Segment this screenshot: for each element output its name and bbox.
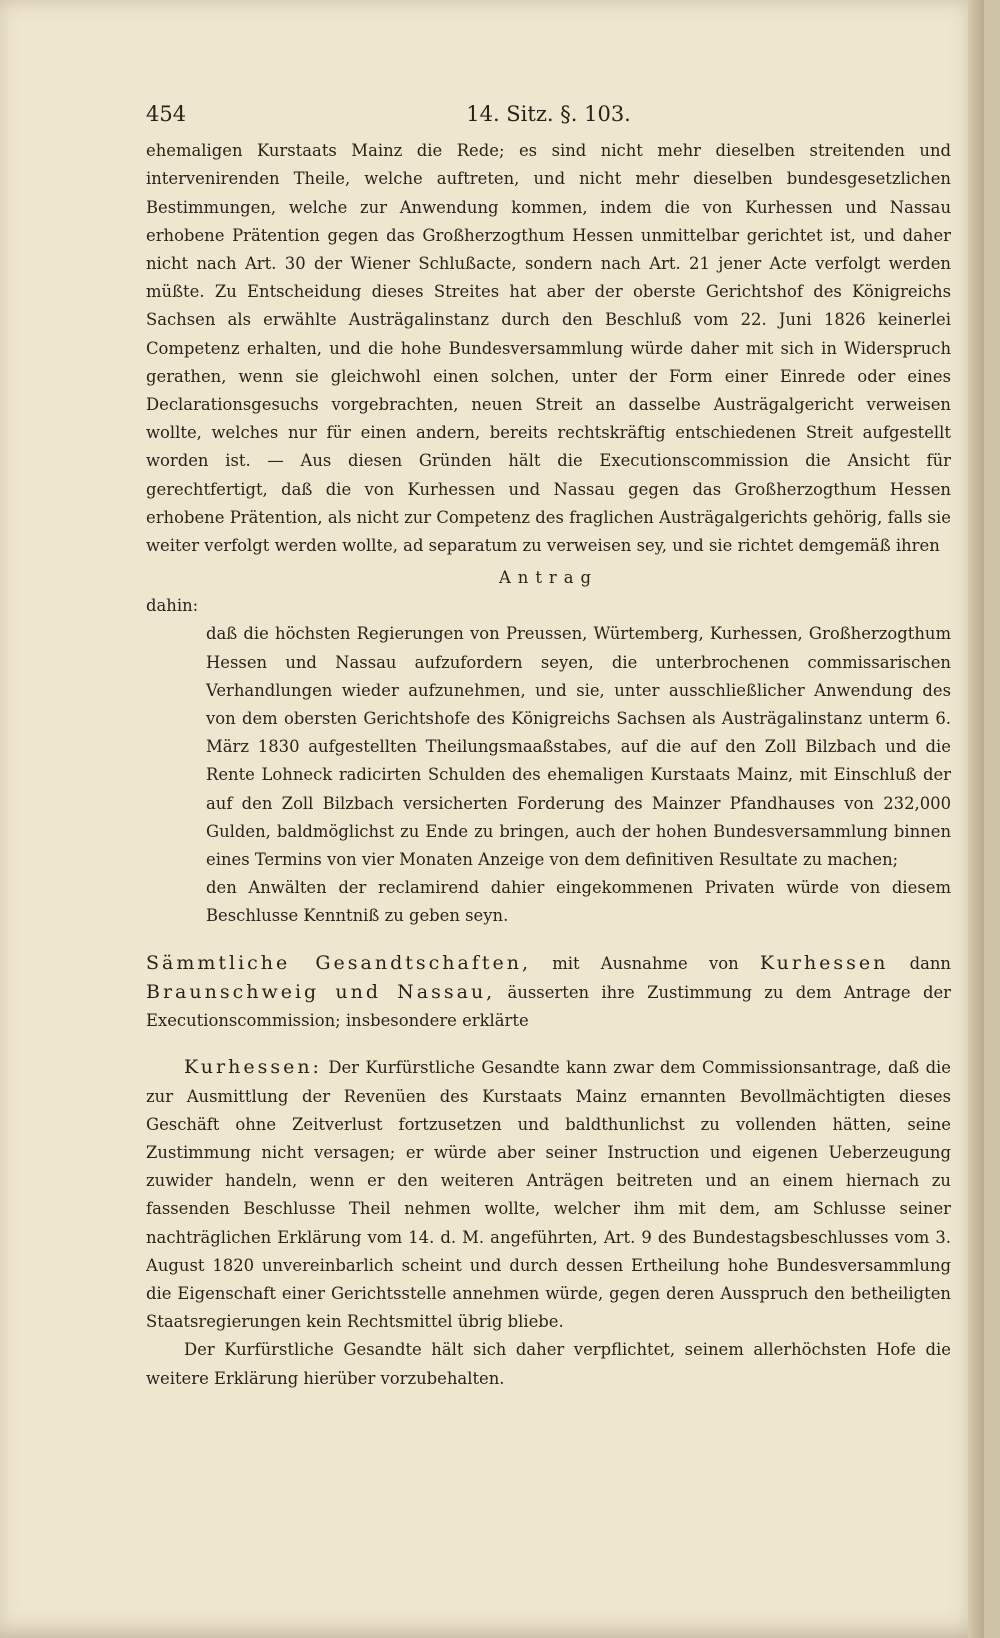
- page-content: [146, 100, 951, 1393]
- kurhessen-label: Kurhessen: [759, 951, 889, 974]
- running-title: 14. Sitz. §. 103.: [466, 102, 631, 126]
- braunschweig-nassau-label: Braunschweig und Nassau,: [146, 980, 496, 1003]
- delegations-label: Sämmtliche Gesandtschaften,: [146, 951, 532, 974]
- body-paragraph-3: Kurhessen: Der Kurfürstliche Gesandte kann zwar dem Commissionsantrage, daß die zur Ausmittlung der Revenüen des Kurstaats Mainz ernannten Bevollmächtigten dieses Geschäft ohne Zeitverlust fortzusetzen und baldthunlichst zu vollenden hätten, seine Zustimmung nicht versagen; er würde aber seiner Instruction und eigenen Ueberzeugung zuwider handeln, wenn er den weiteren Anträgen beitreten und an einem hiernach zu fassenden Beschlusse Theil nehmen wollte, welcher ihm mit dem, am Schlusse seiner nachträglichen Erklärung vom 14. d. M. angeführten, Art. 9 des Bundestagsbeschlusses vom 3. August 1820 unvereinbarlich scheint und durch dessen Ertheilung hohe Bundesversammlung die Eigenschaft einer Gerichtsstelle annehmen würde, gegen deren Ausspruch den betheiligten Staatsregierungen kein Rechtsmittel übrig bliebe.: [146, 1056, 951, 1332]
- running-header: [146, 100, 951, 128]
- motion-item-2: den Anwälten der reclamirend dahier eingekommenen Privaten würde von diesem Beschlusse Kenntniß zu geben seyn.: [206, 878, 951, 926]
- motion-heading: Antrag: [498, 568, 599, 588]
- page-gutter: [968, 0, 984, 1638]
- motion-intro: dahin:: [146, 596, 199, 616]
- speaker-kurhessen: Kurhessen:: [184, 1056, 322, 1079]
- motion-item-1: daß die höchsten Regierungen von Preussen, Würtemberg, Kurhessen, Großherzogthum Hessen und Nassau aufzufordern seyen, die unterbrochenen commissarischen Verhandlungen wieder aufzunehmen, und sie, unter ausschließlicher Anwendung des von dem obersten Gerichtshofe des Königreichs Sachsen als Austrägalinstanz unterm 6. März 1830 aufgestellten Theilungsmaaßstabes, auf die auf den Zoll Bilzbach und die Rente Lohneck radicirten Schulden des ehemaligen Kurstaats Mainz, mit Einschluß der auf den Zoll Bilzbach versicherten Forderung des Mainzer Pfandhauses von 232,000 Gulden, baldmöglichst zu Ende zu bringen, auch der hohen Bundesversammlung binnen eines Termins von vier Monaten Anzeige von dem definitiven Resultate zu machen;: [206, 624, 951, 870]
- body-paragraph-2: Sämmtliche Gesandtschaften, mit Ausnahme von Kurhessen dann Braunschweig und Nassau, äusserten ihre Zustimmung zu dem Antrage der Executionscommission; insbesondere erklärte: [146, 951, 951, 1031]
- page-number: 454: [146, 102, 187, 126]
- body-paragraph-4: Der Kurfürstliche Gesandte hält sich daher verpflichtet, seinem allerhöchsten Hofe die weitere Erklärung hierüber vorzubehalten.: [146, 1340, 951, 1388]
- body-paragraph-1: ehemaligen Kurstaats Mainz die Rede; es sind nicht mehr dieselben streitenden und intervenirenden Theile, welche auftreten, und nicht mehr dieselben bundesgesetzlichen Bestimmungen, welche zur Anwendung kommen, indem die von Kurhessen und Nassau erhobene Prätention gegen das Großherzogthum Hessen unmittelbar gerichtet ist, und daher nicht nach Art. 30 der Wiener Schlußacte, sondern nach Art. 21 jener Acte verfolgt werden müßte. Zu Entscheidung dieses Streites hat aber der oberste Gerichtshof des Königreichs Sachsen als erwählte Austrägalinstanz durch den Beschluß vom 22. Juni 1826 keinerlei Competenz erhalten, und die hohe Bundesversammlung würde daher mit sich in Widerspruch gerathen, wenn sie gleichwohl einen solchen, unter der Form einer Einrede oder eines Declarationsgesuchs vorgebrachten, neuen Streit an dasselbe Austrägalgericht verweisen wollte, welches nur für einen andern, bereits rechtskräftig entschiedenen Streit aufgestellt worden ist. — Aus diesen Gründen hält die Executionscommission die Ansicht für gerechtfertigt, daß die von Kurhessen und Nassau gegen das Großherzogthum Hessen erhobene Prätention, als nicht zur Competenz des fraglichen Austrägalgerichts gehörig, falls sie weiter verfolgt werden wollte, ad separatum zu verweisen sey, und sie richtet demgemäß ihren: [146, 141, 951, 556]
- motion-block: [206, 620, 951, 930]
